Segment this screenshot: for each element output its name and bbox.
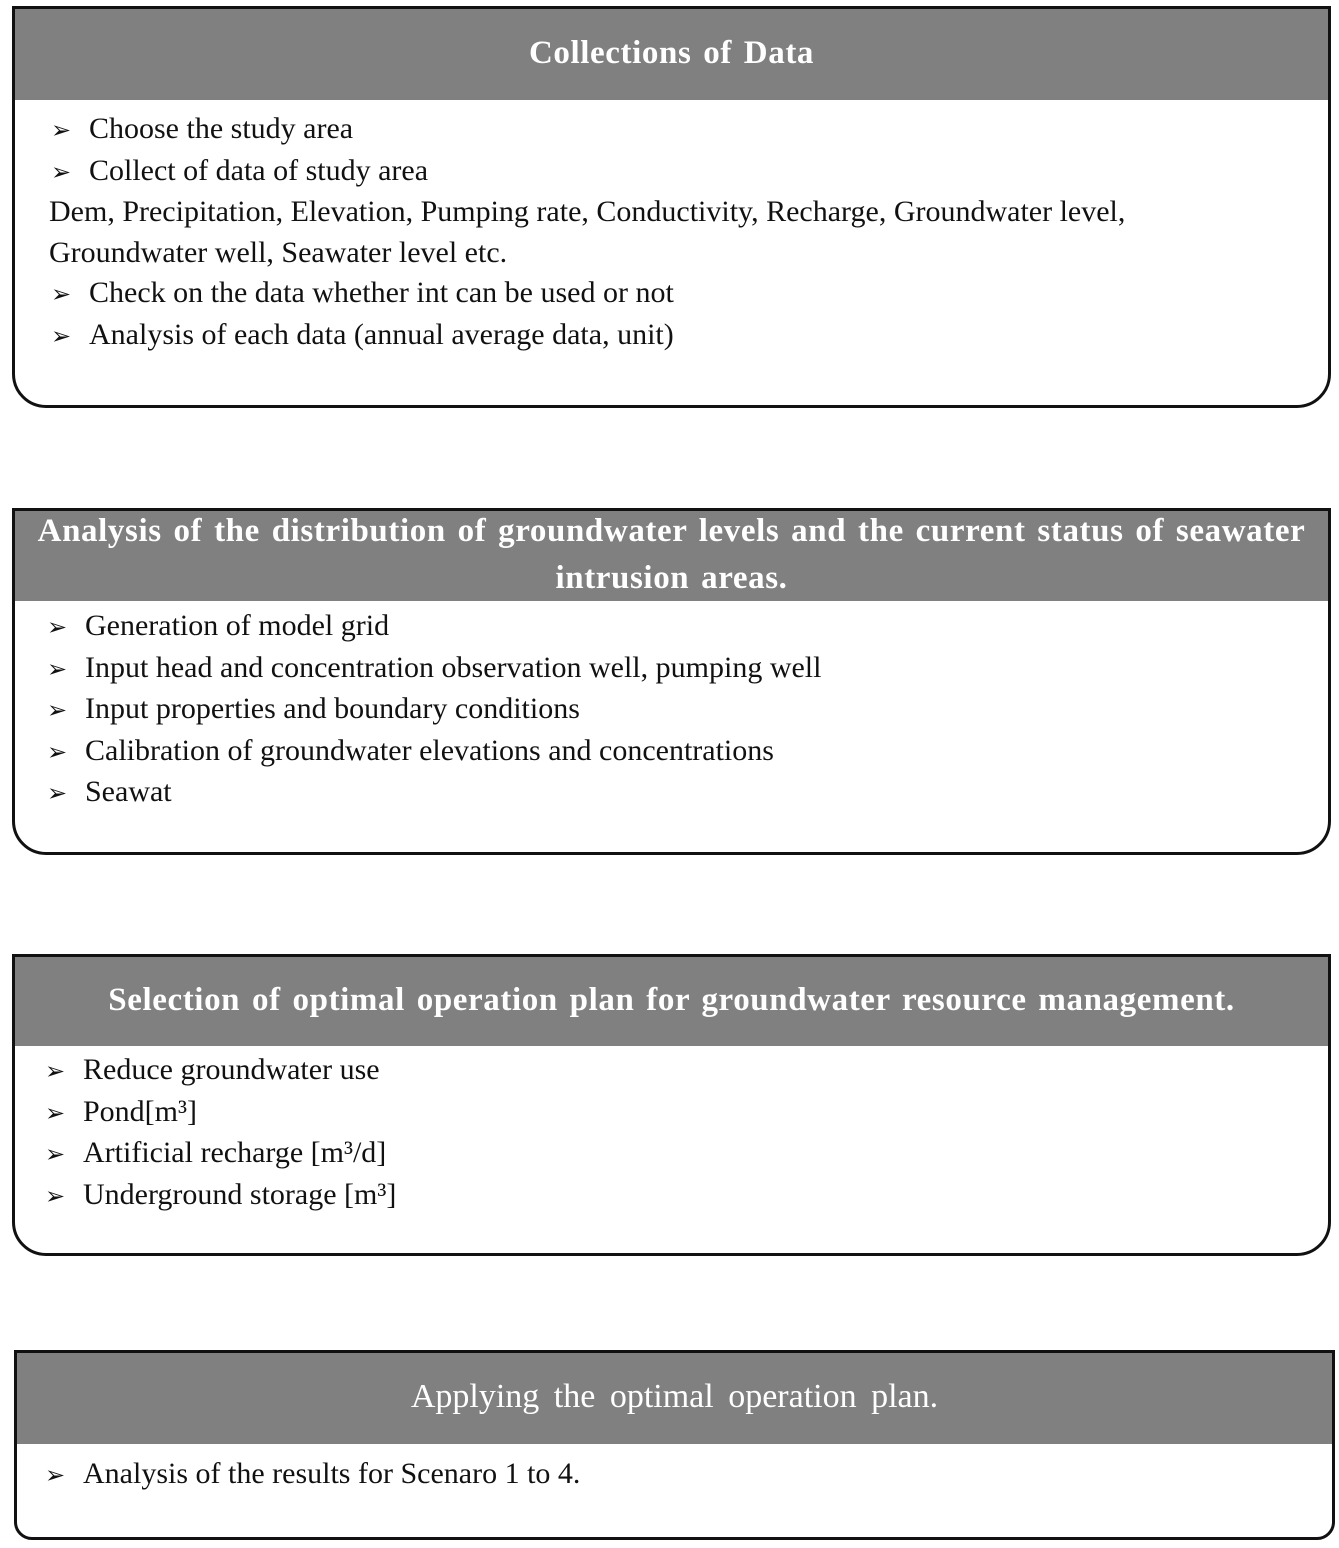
step-box-optimal-plan-selection bbox=[12, 954, 1331, 1256]
step-title: Collections of Data bbox=[528, 34, 815, 71]
step-box-applying-plan bbox=[14, 1350, 1335, 1540]
arrow-bullet-icon: ➢ bbox=[47, 654, 68, 683]
list-item bbox=[45, 1050, 1328, 1092]
data-list-paragraph: Dem, Precipitation, Elevation, Pumping rate, Conductivity, Recharge, Groundwater level, Groundwater well, Seawater level etc. bbox=[49, 195, 1126, 269]
arrow-bullet-icon: ➢ bbox=[47, 737, 68, 766]
arrow-bullet-icon: ➢ bbox=[47, 613, 68, 641]
list-item bbox=[51, 151, 1328, 193]
list-item bbox=[51, 273, 1328, 315]
list-item-text: Analysis of the results for Scenaro 1 to 4. bbox=[83, 1457, 581, 1490]
list-item-text: Underground storage [m³] bbox=[83, 1177, 397, 1211]
list-item bbox=[45, 1092, 1328, 1134]
step-header-applying-plan bbox=[14, 1350, 1335, 1444]
list-item-text: Collect of data of study area bbox=[89, 153, 429, 187]
step-content bbox=[15, 100, 1328, 357]
step-box-collections-of-data bbox=[12, 6, 1331, 408]
list-item-text: Input head and concentration observation well, pumping well bbox=[85, 650, 822, 684]
arrow-bullet-icon: ➢ bbox=[51, 321, 72, 350]
step-content bbox=[17, 1444, 1332, 1496]
step-header-collections-of-data bbox=[12, 6, 1331, 100]
arrow-bullet-icon: ➢ bbox=[51, 280, 72, 309]
list-item-text: Generation of model grid bbox=[85, 609, 390, 642]
arrow-bullet-icon: ➢ bbox=[47, 696, 68, 725]
list-item bbox=[47, 689, 1328, 731]
list-item bbox=[45, 1454, 1332, 1496]
step-title: Selection of optimal operation plan for groundwater resource management. bbox=[108, 981, 1235, 1018]
list-item-text: Reduce groundwater use bbox=[83, 1053, 380, 1086]
arrow-bullet-icon: ➢ bbox=[45, 1098, 66, 1127]
step-title: Analysis of the distribution of groundwater levels and the current status of seawater intrusion areas. bbox=[37, 512, 1306, 596]
list-item bbox=[45, 1175, 1328, 1217]
arrow-bullet-icon: ➢ bbox=[45, 1140, 66, 1169]
list-item-text: Seawat bbox=[85, 775, 172, 809]
step-content bbox=[15, 1046, 1328, 1216]
list-item-text: Artificial recharge [m³/d] bbox=[83, 1136, 387, 1170]
list-item bbox=[51, 315, 1328, 357]
list-item bbox=[45, 1133, 1328, 1175]
list-item bbox=[47, 606, 1328, 648]
arrow-bullet-icon: ➢ bbox=[51, 116, 72, 144]
list-item bbox=[47, 731, 1328, 773]
list-item bbox=[51, 109, 1328, 151]
step-box-groundwater-analysis bbox=[12, 508, 1331, 855]
list-item bbox=[47, 648, 1328, 690]
list-item-text: Calibration of groundwater elevations and concentrations bbox=[85, 733, 774, 767]
list-item-text: Check on the data whether int can be used or not bbox=[89, 276, 674, 310]
step-header-optimal-plan-selection bbox=[12, 954, 1331, 1046]
list-item-text: Analysis of each data (annual average data, unit) bbox=[89, 317, 674, 351]
step-title: Applying the optimal operation plan. bbox=[410, 1378, 939, 1415]
list-item-text: Pond[m³] bbox=[83, 1094, 197, 1128]
step-content bbox=[15, 601, 1328, 814]
arrow-bullet-icon: ➢ bbox=[45, 1461, 66, 1489]
step-header-groundwater-analysis bbox=[12, 508, 1331, 601]
list-item-text: Input properties and boundary conditions bbox=[85, 692, 580, 726]
arrow-bullet-icon: ➢ bbox=[45, 1181, 66, 1210]
list-item bbox=[47, 772, 1328, 814]
list-item-text: Choose the study area bbox=[89, 112, 354, 145]
arrow-bullet-icon: ➢ bbox=[51, 157, 72, 186]
arrow-bullet-icon: ➢ bbox=[47, 779, 68, 808]
arrow-bullet-icon: ➢ bbox=[45, 1057, 66, 1085]
